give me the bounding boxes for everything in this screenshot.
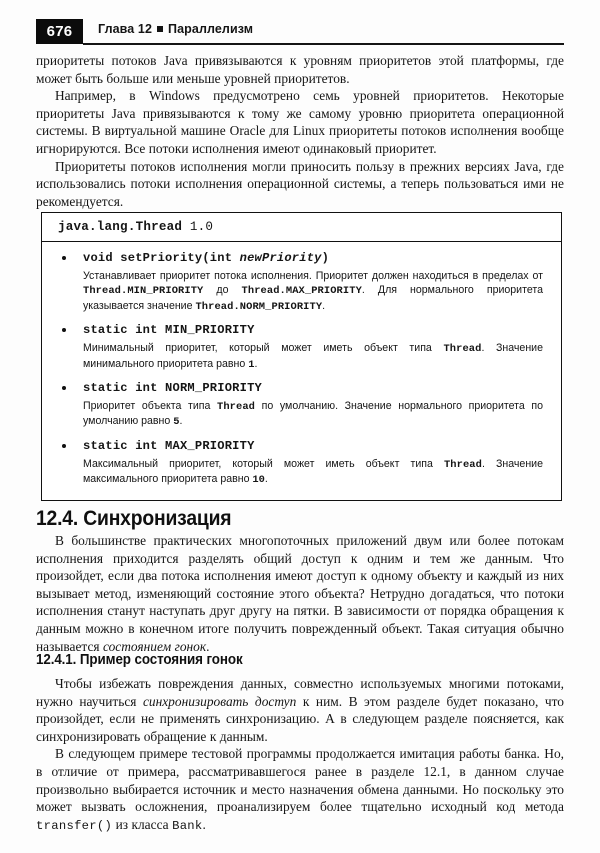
api-signature bbox=[56, 439, 547, 454]
api-entry bbox=[56, 251, 547, 314]
term-race-condition: состоянием гонок bbox=[103, 638, 207, 654]
section-heading-12-4-1: 12.4.1. Пример состояния гонок bbox=[36, 652, 243, 668]
running-head-chapter-title: Параллелизм bbox=[168, 22, 254, 36]
paragraph-part: к ним. В этом разделе будет показано, что произойдет, если не применять синхронизацию. А в следующем разделе поясняется, как синхронизировать обращение к данным. bbox=[36, 693, 565, 744]
api-code-ref: Thread bbox=[217, 401, 256, 414]
paragraph-bank-example bbox=[36, 745, 564, 835]
api-box-header bbox=[42, 213, 561, 242]
api-description bbox=[56, 457, 547, 488]
running-head-title bbox=[98, 22, 253, 36]
api-description bbox=[56, 341, 547, 372]
body-text-top bbox=[36, 52, 564, 210]
api-desc-part: . Значение минимального приоритета равно bbox=[83, 342, 543, 370]
api-signature-pre: void setPriority(int bbox=[83, 251, 240, 265]
api-desc-part: . bbox=[179, 415, 183, 428]
paragraph-synchronize-access bbox=[36, 675, 564, 745]
api-desc-part: . bbox=[254, 357, 258, 370]
paragraph-continued: приоритеты потоков Java привязываются к уровням приоритетов этой платформы, где может быть больше или меньше уровней приоритетов. bbox=[36, 53, 564, 86]
running-head-chapter: Глава 12 bbox=[98, 22, 153, 36]
running-head bbox=[36, 19, 564, 49]
paragraph-race-condition-intro bbox=[36, 532, 564, 655]
running-head-rule bbox=[83, 43, 564, 45]
api-value: 5 bbox=[173, 416, 180, 429]
api-signature-pre: static int MAX_PRIORITY bbox=[83, 438, 255, 453]
api-code-ref: Thread bbox=[443, 458, 482, 471]
api-desc-part: . Для нормального приоритета указывается значение bbox=[83, 284, 543, 312]
api-desc-part: . bbox=[264, 473, 268, 486]
paragraph-part: из класса bbox=[112, 816, 173, 832]
api-code-ref: Thread.MIN_PRIORITY bbox=[83, 285, 204, 298]
paragraph-part: . bbox=[202, 816, 206, 832]
paragraph-part: В большинстве практических многопоточных приложений двум или более потокам исполнения приходится разделять общий доступ к одним и тем же данным. Что произойдет, если два потока исполнения имеют доступ к одному объекту и каждый из них вызывает метод, изменяющий состояние этого объекта? Нетрудно догадаться, что потоки исполнения станут наступать друг другу на пятки. В зависимости от порядка обращения к данным можно в конечном итоге получить поврежденный объект. Такая ситуация обычно называется bbox=[36, 533, 564, 654]
square-bullet-icon bbox=[157, 26, 163, 32]
bullet-icon bbox=[62, 386, 66, 390]
api-signature bbox=[56, 381, 547, 396]
paragraph-legacy-priorities: Приоритеты потоков исполнения могли приносить пользу в прежних версиях Java, где использовались потоки исполнения операционной системы, а теперь пользоваться ими не рекомендуется. bbox=[36, 158, 564, 209]
api-description bbox=[56, 399, 547, 430]
api-reference-box bbox=[41, 212, 562, 501]
paragraph-windows-priorities: Например, в Windows предусмотрено семь уровней приоритетов. Некоторые приоритеты Java привязываются к тому же самому уровню приоритета операционной системы. В виртуальной машине Oracle для Linux приоритеты потоков исполнения вообще игнорируются. Все потоки исполнения имеют одинаковый приоритет. bbox=[36, 88, 564, 156]
api-signature-param: newPriority bbox=[239, 251, 322, 265]
api-signature-pre: static int MIN_PRIORITY bbox=[83, 323, 255, 338]
api-class-name: java.lang.Thread bbox=[58, 220, 183, 234]
body-text-section-12-4 bbox=[36, 532, 564, 655]
api-box-body bbox=[42, 242, 561, 500]
api-desc-part: Максимальный приоритет, который может иметь объект типа bbox=[83, 457, 444, 470]
api-desc-part: . Значение максимального приоритета равно bbox=[83, 457, 543, 486]
api-signature-pre: static int NORM_PRIORITY bbox=[83, 381, 262, 396]
api-signature-post: ) bbox=[321, 251, 330, 265]
api-desc-part: Устанавливает приоритет потока исполнения. Приоритет должен находиться в пределах от bbox=[83, 270, 543, 282]
api-desc-part: по умолчанию. Значение нормального приоритета по умолчанию равно bbox=[83, 400, 543, 428]
api-value: 10 bbox=[252, 474, 265, 487]
api-code-ref: Thread.NORM_PRIORITY bbox=[195, 300, 323, 313]
paragraph-part: Чтобы избежать повреждения данных, совместно используемых многими потоками, нужно научиться bbox=[36, 676, 564, 709]
api-desc-part: Приоритет объекта типа bbox=[83, 400, 217, 413]
page-number: 676 bbox=[36, 19, 83, 44]
api-value: 1 bbox=[248, 358, 255, 371]
bullet-icon bbox=[62, 328, 66, 332]
bullet-icon bbox=[62, 256, 66, 260]
paragraph-part: В следующем примере тестовой программы продолжается имитация работы банка. Но, в отличие от примера, рассматривавшегося ранее в разделе 12.1, в данном случае произвольно выбирается источник и место назначения обмена данными. Но поскольку это может вызвать осложнения, проанализируем более тщательно исходный код метода bbox=[36, 746, 564, 815]
api-code-ref: Thread.MAX_PRIORITY bbox=[241, 285, 362, 298]
api-signature bbox=[56, 251, 547, 266]
api-desc-part: . bbox=[322, 299, 326, 312]
paragraph-part: . bbox=[206, 638, 210, 654]
api-desc-part: Минимальный приоритет, который может иметь объект типа bbox=[83, 342, 444, 355]
section-heading-12-4: 12.4. Синхронизация bbox=[36, 507, 232, 530]
code-ref-transfer: transfer() bbox=[36, 818, 113, 833]
term-synchronize-access: синхронизировать доступ bbox=[142, 693, 297, 709]
api-version: 1.0 bbox=[189, 220, 214, 234]
api-code-ref: Thread bbox=[443, 343, 482, 356]
api-entry bbox=[56, 323, 547, 372]
body-text-section-12-4-1 bbox=[36, 675, 564, 835]
api-description bbox=[56, 269, 547, 314]
api-entry bbox=[56, 381, 547, 430]
api-desc-part: до bbox=[203, 284, 242, 297]
code-ref-bank: Bank bbox=[172, 818, 203, 833]
api-entry bbox=[56, 439, 547, 488]
bullet-icon bbox=[62, 444, 66, 448]
api-signature bbox=[56, 323, 547, 338]
